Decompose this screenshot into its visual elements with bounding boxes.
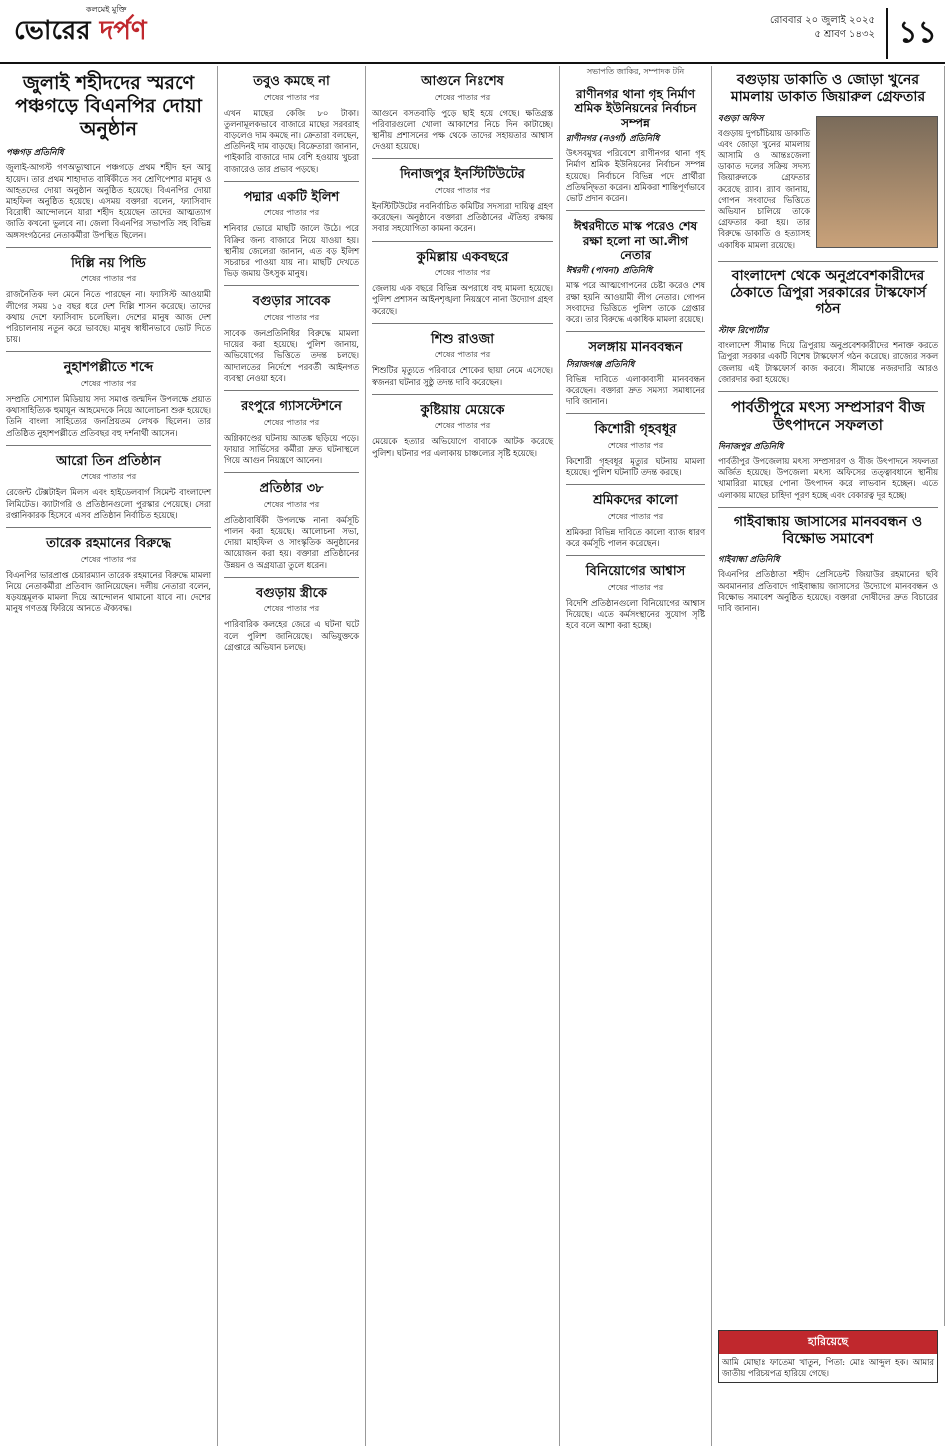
column-1: জুলাই শহীদদের স্মরণে পঞ্চগড়ে বিএনপির দোয়া অনুষ্ঠান পঞ্চগড় প্রতিনিধি জুলাই-আগস্ট গণঅভ্যুত্থানে পঞ্চগড়ে প্রথম শহীদ হন আবু হায়েদ। তার প্রথম শাহাদাত বার্ষিকীতে সব শ্রেণিপেশার মানুষ ও আহতদের দোয়া অনুষ্ঠান অনুষ্ঠিত হয়েছে। বিএনপির দোয়া মাহফিল অনুষ্ঠিত হয়েছে। এসময় বক্তারা বলেন, ফ্যাসিবাদ বিরোধী আন্দোলনে যারা শহীদ হয়েছেন তাদের আত্মত্যাগ জাতি কখনো ভুলবে না। জেলা বিএনপির সভাপতি সহ বিভিন্ন অঙ্গসংগঠনের নেতাকর্মীরা উপস্থিত ছিলেন। দিল্লি নয় পিন্ডি শেষের পাতার পর রাজনৈতিক দল মেনে নিতে পারছেন না। ফ্যাসিস্ট আওয়ামী লীগের সময় ১৫ বছর ধরে দেশ দিল্লি শাসন করেছে। তাদের কথায় দেশে ফ্যাসিবাদ চলেছিল। দেশের মানুষ আজ দেশ পরিচালনায় নতুন করে ভাবছে। মানুষ স্বাধীনভাবে ভোট দিতে চায়। নুহাশপল্লীতে শব্দে শেষের পাতার পর সম্প্রতি সোশ্যাল মিডিয়ায় সদ্য সমাপ্ত জন্মদিন উপলক্ষে প্রয়াত কথাসাহিত্যিক হুমায়ূন আহমেদকে নিয়ে আলোচনা শুরু হয়েছে। তিনি বাংলা সাহিত্যের জনপ্রিয়তম লেখক ছিলেন। তার প্রতিষ্ঠিত নুহাশপল্লীতে প্রতিবছর বহু দর্শনার্থী আসেন। আরো তিন প্রতিষ্ঠান শেষের পাতার পর রেজেন্ট টেক্সটাইল মিলস এবং হাইডেলবার্গ সিমেন্ট বাংলাদেশ লিমিটেড। ক্যাটাগরি ও প্রতিষ্ঠানগুলো পুরস্কার পেয়েছে। সেরা রপ্তানিকারক হিসেবে এসব প্রতিষ্ঠান নির্বাচিত হয়েছে। তারেক রহমানের বিরুদ্ধে শেষের পাতার পর বিএনপির ভারপ্রাপ্ত চেয়ারম্যান তারেক রহমানের বিরুদ্ধে মামলা নিয়ে নেতাকর্মীরা প্রতিবাদ জানিয়েছেন। দলীয় নেতারা বলেন, ষড়যন্ত্রমূলক মামলা দিয়ে আন্দোলন থামানো যাবে না। দেশের মানুষ গণতন্ত্র ফিরিয়ে আনতে ঐক্যবদ্ধ। — [0, 66, 218, 1446]
headline: রংপুরে গ্যাসস্টেশনে — [241, 399, 342, 415]
column-2: তবুও কমছে না শেষের পাতার পর এখন মাছের কেজি ৮০ টাকা। তুলনামূলকভাবে বাজারে মাছের সরবরাহ বাড়লেও দাম কমছে না। ক্রেতারা বলছেন, প্রতিদিনই দাম বাড়ছে। বিক্রেতারা জানান, পাইকারি বাজারে দাম বেশি হওয়ায় খুচরা বাজারেও তার প্রভাব পড়ছে। পদ্মার একটি ইলিশ শেষের পাতার পর শনিবার ভোরে মাছটি জালে উঠে। পরে বিক্রির জন্য বাজারে নিয়ে যাওয়া হয়। স্থানীয় জেলেরা জানান, এত বড় ইলিশ সচরাচর পাওয়া যায় না। মাছটি দেখতে ভিড় জমায় উৎসুক মানুষ। বগুড়ার সাবেক শেষের পাতার পর সাবেক জনপ্রতিনিধির বিরুদ্ধে মামলা দায়ের করা হয়েছে। পুলিশ জানায়, অভিযোগের ভিত্তিতে তদন্ত চলছে। আদালতের নির্দেশে পরবর্তী আইনগত ব্যবস্থা নেওয়া হবে। রংপুরে গ্যাসস্টেশনে শেষের পাতার পর অগ্নিকাণ্ডের ঘটনায় আতঙ্ক ছড়িয়ে পড়ে। ফায়ার সার্ভিসের কর্মীরা দ্রুত ঘটনাস্থলে গিয়ে আগুন নিয়ন্ত্রণে আনেন। প্রতিষ্ঠার ৩৮ শেষের পাতার পর প্রতিষ্ঠাবার্ষিকী উপলক্ষে নানা কর্মসূচি পালন করা হয়েছে। আলোচনা সভা, দোয়া মাহফিল ও সাংস্কৃতিক অনুষ্ঠানের আয়োজন করা হয়। বক্তারা প্রতিষ্ঠানের উন্নয়ন ও অগ্রযাত্রা তুলে ধরেন। বগুড়ায় স্ত্রীকে শেষের পাতার পর পারিবারিক কলহের জেরে এ ঘটনা ঘটে বলে পুলিশ জানিয়েছে। অভিযুক্তকে গ্রেপ্তারে অভিযান চলছে। — [218, 66, 366, 1446]
headline: বগুড়ায় স্ত্রীকে — [256, 585, 327, 601]
masthead-tagline: কলমেই মুক্তি — [86, 5, 127, 14]
headline: তারেক রহমানের বিরুদ্ধে — [46, 536, 171, 552]
newspaper-logo[interactable]: ভোরের দর্পণ — [14, 16, 147, 46]
dateline: রোববার ২০ জুলাই ২০২৫ ৫ শ্রাবণ ১৪৩২ — [769, 15, 875, 40]
headline: আগুনে নিঃশেষ — [421, 74, 504, 89]
headline: শ্রমিকদের কালো — [593, 493, 678, 509]
headline: গাইবান্ধায় জাসাসের মানববন্ধন ও বিক্ষোভ সমাবেশ — [733, 513, 923, 547]
headline: কুমিল্লায় একবছরে — [416, 249, 509, 265]
headline: কুষ্টিয়ায় মেয়েকে — [420, 402, 505, 418]
headline: তবুও কমছে না — [253, 74, 330, 89]
headline: সলঙ্গায় মানববন্ধন — [588, 340, 683, 356]
headline: বগুড়ায় ডাকাতি ও জোড়া খুনের মামলায় ডাকাত জিয়ারুল গ্রেফতার — [730, 72, 926, 105]
headline: আরো তিন প্রতিষ্ঠান — [56, 453, 161, 469]
lost-notice-title: হারিয়েছে — [719, 1331, 937, 1354]
headline: পার্বতীপুরে মৎস্য সম্প্রসারণ বীজ উৎপাদনে সফলতা — [731, 398, 925, 435]
headline: বগুড়ার সাবেক — [252, 294, 331, 310]
headline: বিনিয়োগের আশ্বাস — [585, 564, 686, 580]
headline: রাণীনগর থানা গৃহ নির্মাণ শ্রমিক ইউনিয়নের নির্বাচন সম্পন্ন — [574, 87, 697, 130]
headline: প্রতিষ্ঠার ৩৮ — [259, 481, 324, 497]
headline: দিনাজপুর ইনস্টিটিউটের — [400, 167, 525, 183]
column-4: সভাপতি জাকির, সম্পাদক টনি রাণীনগর থানা গৃহ নির্মাণ শ্রমিক ইউনিয়নের নির্বাচন সম্পন্ন রাণীনগর (নওগাঁ) প্রতিনিধি উৎসবমুখর পরিবেশে রাণীনগর থানা গৃহ নির্মাণ শ্রমিক ইউনিয়নের নির্বাচন সম্পন্ন হয়েছে। নির্বাচনে বিভিন্ন পদে প্রার্থীরা প্রতিদ্বন্দ্বিতা করেন। শ্রমিকরা শান্তিপূর্ণভাবে ভোট প্রদান করেন। ঈশ্বরদীতে মাস্ক পরেও শেষ রক্ষা হলো না আ.লীগ নেতার ঈশ্বরদী (পাবনা) প্রতিনিধি মাস্ক পরে আত্মগোপনের চেষ্টা করেও শেষ রক্ষা হয়নি আওয়ামী লীগ নেতার। গোপন সংবাদের ভিত্তিতে পুলিশ তাকে গ্রেপ্তার করে। তার বিরুদ্ধে একাধিক মামলা রয়েছে। সলঙ্গায় মানববন্ধন সিরাজগঞ্জ প্রতিনিধি বিভিন্ন দাবিতে এলাকাবাসী মানববন্ধন করেছেন। বক্তারা দ্রুত সমস্যা সমাধানের দাবি জানান। কিশোরী গৃহবধূর শেষের পাতার পর কিশোরী গৃহবধূর মৃত্যুর ঘটনায় মামলা হয়েছে। পুলিশ ঘটনাটি তদন্ত করছে। শ্রমিকদের কালো শেষের পাতার পর শ্রমিকরা বিভিন্ন দাবিতে কালো ব্যাজ ধারণ করে কর্মসূচি পালন করেছেন। বিনিয়োগের আশ্বাস শেষের পাতার পর বিদেশি প্রতিষ্ঠানগুলো বিনিয়োগের আশ্বাস দিয়েছে। এতে কর্মসংস্থানের সুযোগ সৃষ্টি হবে বলে আশা করা হচ্ছে। — [560, 66, 712, 1446]
headline: দিল্লি নয় পিন্ডি — [71, 255, 146, 271]
column-3: আগুনে নিঃশেষ শেষের পাতার পর আগুনে বসতবাড়ি পুড়ে ছাই হয়ে গেছে। ক্ষতিগ্রস্ত পরিবারগুলো খোলা আকাশের নিচে দিন কাটাচ্ছে। স্থানীয় প্রশাসনের পক্ষ থেকে তাদের সহায়তার আশ্বাস দেওয়া হয়েছে। দিনাজপুর ইনস্টিটিউটের শেষের পাতার পর ইনস্টিটিউটের নবনির্বাচিত কমিটির সদস্যরা দায়িত্ব গ্রহণ করেছেন। অনুষ্ঠানে বক্তারা প্রতিষ্ঠানের ঐতিহ্য রক্ষায় সবার সহযোগিতা কামনা করেন। কুমিল্লায় একবছরে শেষের পাতার পর জেলায় এক বছরে বিভিন্ন অপরাধে বহু মামলা হয়েছে। পুলিশ প্রশাসন আইনশৃঙ্খলা নিয়ন্ত্রণে নানা উদ্যোগ গ্রহণ করেছে। শিশু রাওজা শেষের পাতার পর শিশুটির মৃত্যুতে পরিবারে শোকের ছায়া নেমে এসেছে। স্বজনরা ঘটনার সুষ্ঠু তদন্ত দাবি করেছেন। কুষ্টিয়ায় মেয়েকে শেষের পাতার পর মেয়েকে হত্যার অভিযোগে বাবাকে আটক করেছে পুলিশ। ঘটনার পর এলাকায় চাঞ্চল্যের সৃষ্টি হয়েছে। — [366, 66, 560, 1446]
page-number: ১১ — [886, 8, 937, 59]
headline: বাংলাদেশ থেকে অনুপ্রবেশকারীদের ঠেকাতে ত্রিপুরা সরকারের টাস্কফোর্স গঠন — [729, 267, 927, 318]
masthead — [0, 0, 945, 64]
headline: নুহাশপল্লীতে শব্দে — [63, 360, 154, 376]
headline: জুলাই শহীদদের স্মরণে পঞ্চগড়ে বিএনপির দোয়া অনুষ্ঠান — [15, 72, 202, 140]
lost-notice-box: হারিয়েছে আমি মোছাঃ ফাতেমা খাতুন, পিতা: মোঃ আব্দুল হক। আমার জাতীয় পরিচয়পত্র হারিয়ে গেছে। — [718, 1330, 938, 1383]
headline: শিশু রাওজা — [430, 331, 495, 347]
headline: পদ্মার একটি ইলিশ — [243, 189, 340, 205]
person-photo — [816, 116, 938, 248]
headline: কিশোরী গৃহবধূর — [594, 422, 677, 438]
column-5: বগুড়ায় ডাকাতি ও জোড়া খুনের মামলায় ডাকাত জিয়ারুল গ্রেফতার বগুড়া অফিস বগুড়ায় দুপচাঁচিয়ায় ডাকাতি এবং জোড়া খুনের মামলায় আসামি ও আন্তঃজেলা ডাকাত দলের সক্রিয় সদস্য জিয়ারুলকে গ্রেফতার করেছে র‌্যাব। র‌্যাব জানায়, গোপন সংবাদের ভিত্তিতে অভিযান চালিয়ে তাকে গ্রেফতার করা হয়। তার বিরুদ্ধে ডাকাতি ও হত্যাসহ একাধিক মামলা রয়েছে। বাংলাদেশ থেকে অনুপ্রবেশকারীদের ঠেকাতে ত্রিপুরা সরকারের টাস্কফোর্স গঠন স্টাফ রিপোর্টার বাংলাদেশ সীমান্ত দিয়ে ত্রিপুরায় অনুপ্রবেশকারীদের শনাক্ত করতে ত্রিপুরা সরকার একটি বিশেষ টাস্কফোর্স গঠন করেছে। রাজ্যের সকল জেলায় এই টাস্কফোর্স কাজ করবে। সীমান্তে নজরদারি আরও জোরদার করা হয়েছে। পার্বতীপুরে মৎস্য সম্প্রসারণ বীজ উৎপাদনে সফলতা দিনাজপুর প্রতিনিধি পার্বতীপুর উপজেলায় মৎস্য সম্প্রসারণ ও বীজ উৎপাদনে সফলতা অর্জিত হয়েছে। উপজেলা মৎস্য অফিসের তত্ত্বাবধানে স্থানীয় খামারিরা মাছের পোনা উৎপাদন করে লাভবান হচ্ছেন। এতে এলাকায় মাছের চাহিদা পূরণ হচ্ছে এবং বেকারত্ব দূর হচ্ছে। গাইবান্ধায় জাসাসের মানববন্ধন ও বিক্ষোভ সমাবেশ গাইবান্ধা প্রতিনিধি বিএনপির প্রতিষ্ঠাতা শহীদ প্রেসিডেন্ট জিয়াউর রহমানের ছবি অবমাননার প্রতিবাদে গাইবান্ধায় জাসাসের উদ্যোগে মানববন্ধন ও বিক্ষোভ সমাবেশ অনুষ্ঠিত হয়েছে। বক্তারা দোষীদের দ্রুত বিচারের দাবি জানান। — [712, 66, 945, 1326]
headline: ঈশ্বরদীতে মাস্ক পরেও শেষ রক্ষা হলো না আ.লীগ নেতার — [573, 219, 698, 262]
